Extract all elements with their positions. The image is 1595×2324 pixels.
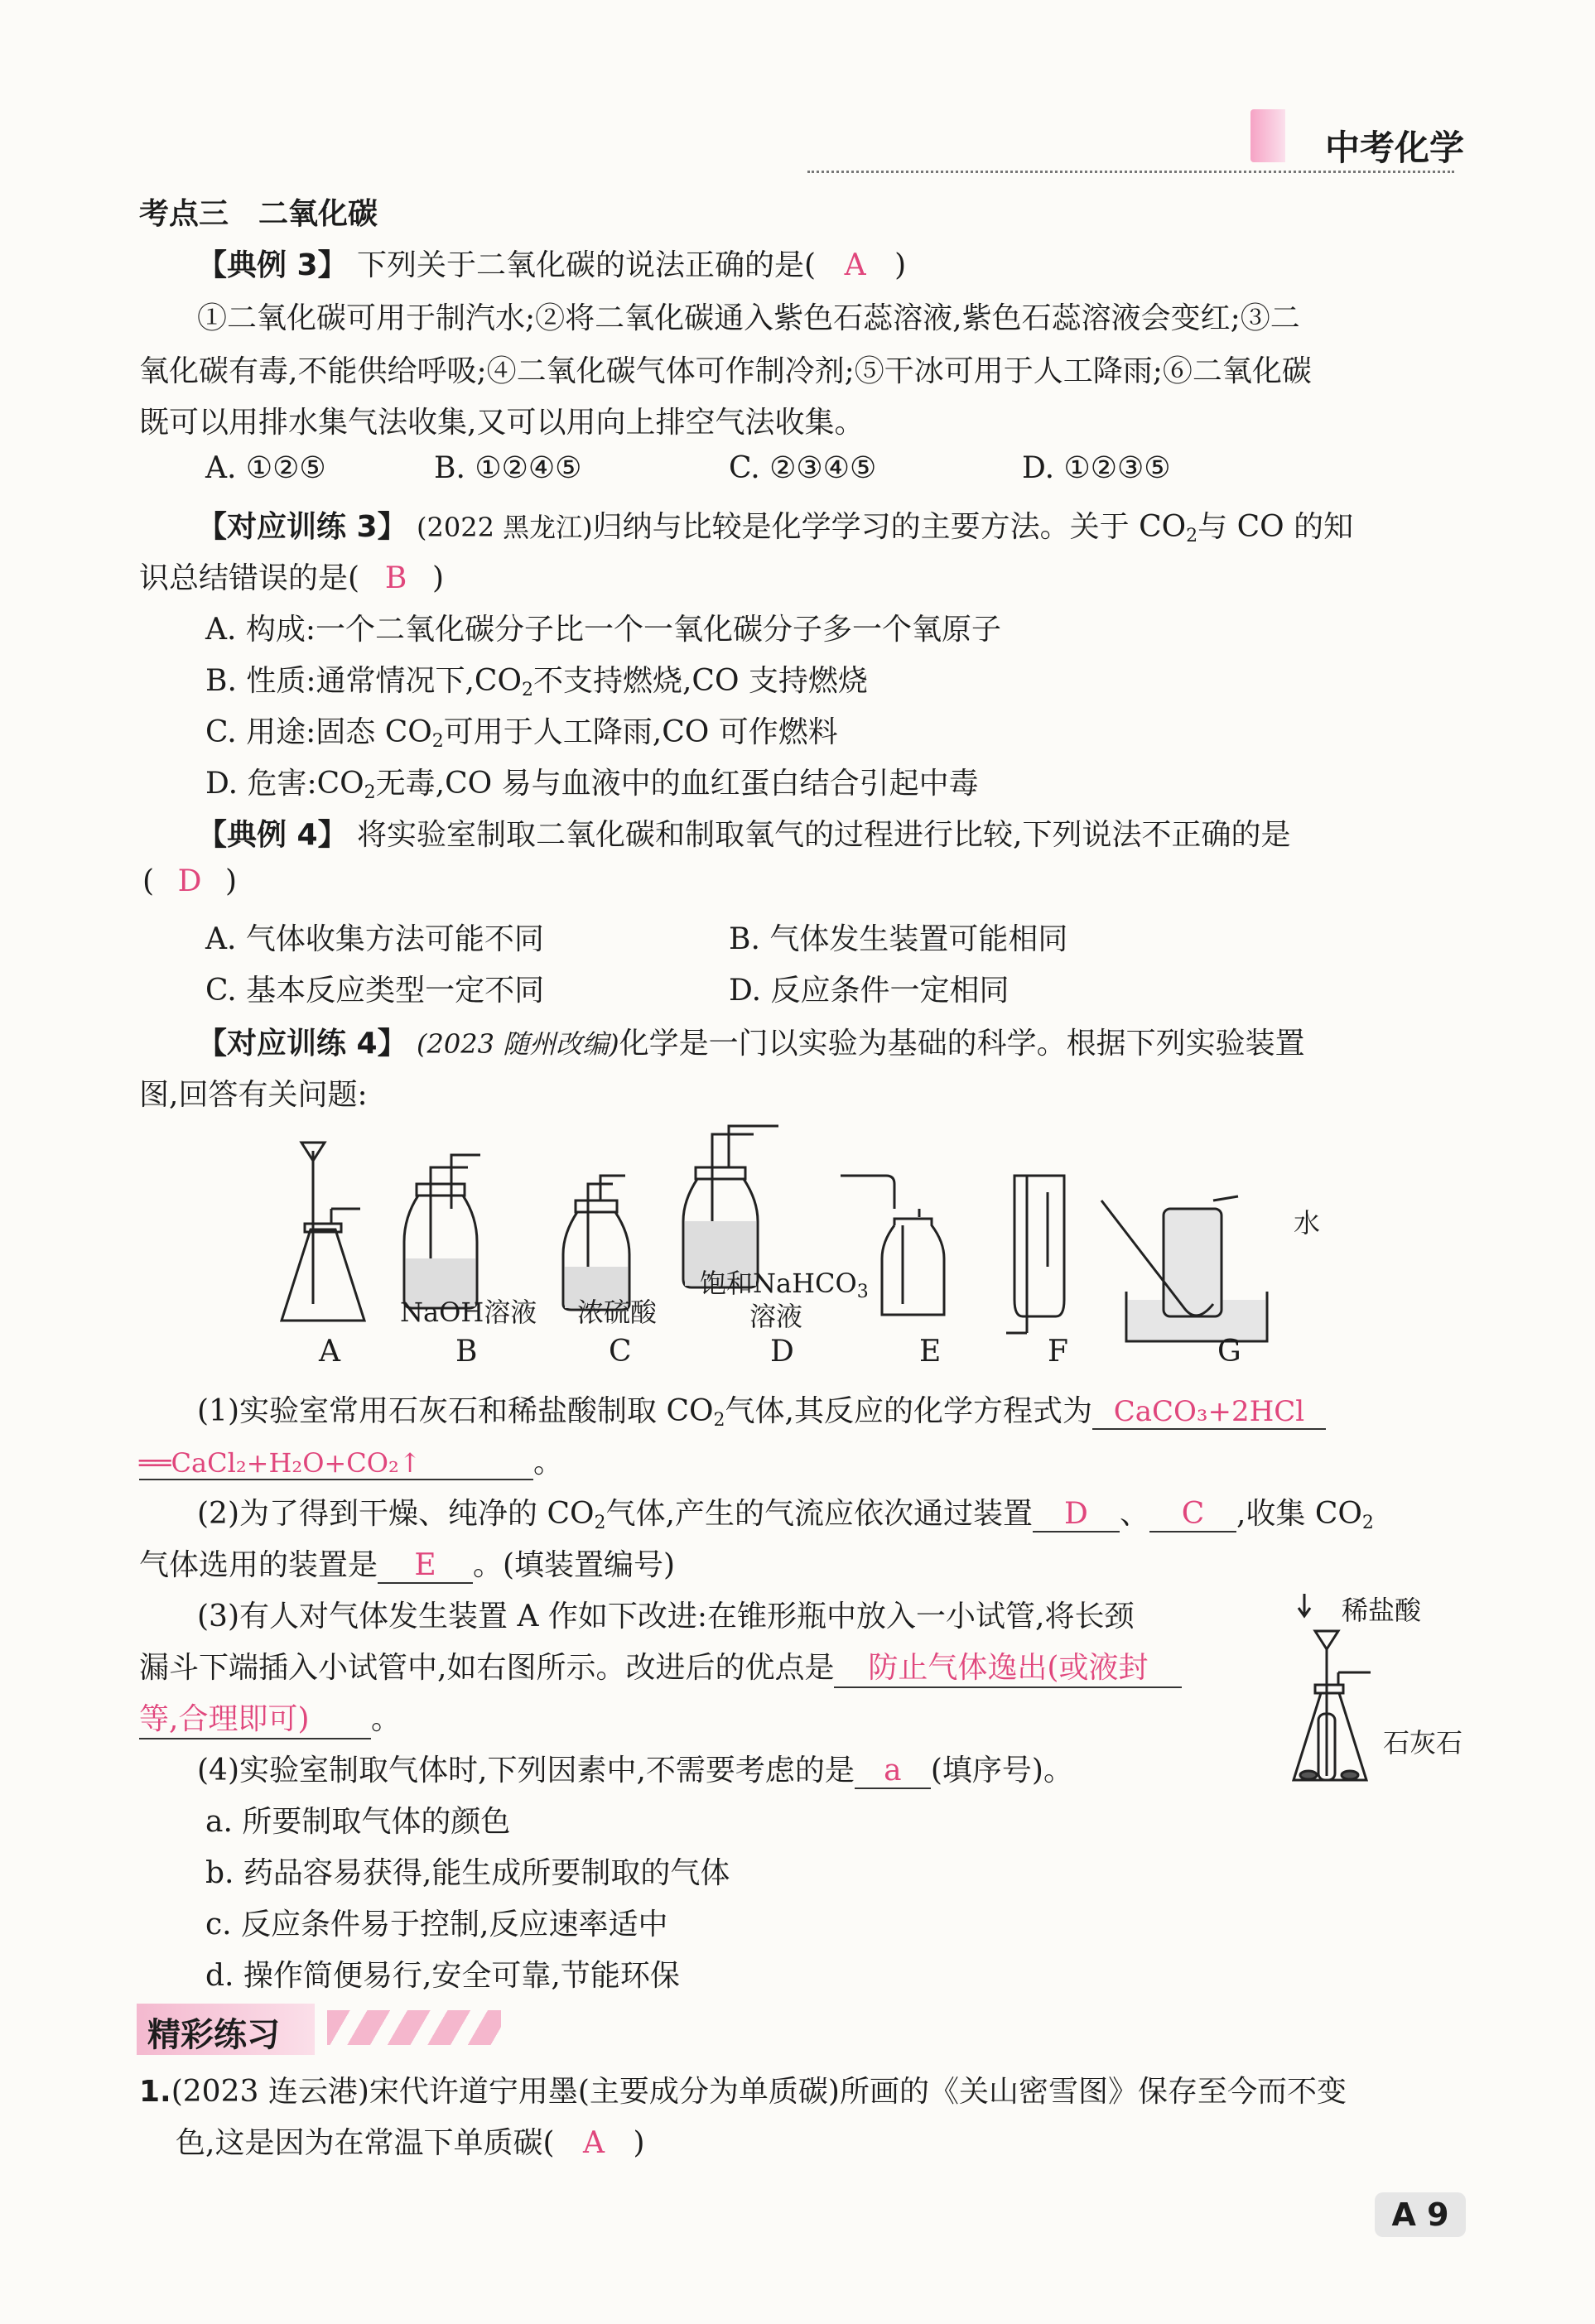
figure-label-b: B bbox=[455, 1335, 478, 1369]
q3-answer-part-1: 防止气体逸出(或液封 bbox=[834, 1644, 1182, 1688]
example-4-option-d: D. 反应条件一定相同 bbox=[729, 974, 1010, 1008]
paren-open: ( bbox=[142, 864, 155, 898]
subscript: 3 bbox=[856, 1282, 869, 1302]
reagent-solution: 溶液 bbox=[749, 1301, 803, 1332]
question-2-line-2 bbox=[139, 1542, 675, 1584]
example-4-tag: 【典例 4】 bbox=[197, 818, 348, 852]
reagent-text: 饱和NaHCO bbox=[700, 1268, 857, 1299]
training-3-question: 归纳与比较是化学学习的主要方法。关于 CO bbox=[592, 510, 1187, 544]
apparatus-c bbox=[563, 1176, 629, 1310]
punctuation: 、 bbox=[1119, 1497, 1149, 1531]
apparatus-a bbox=[282, 1143, 364, 1321]
paren-close: ) bbox=[432, 561, 445, 595]
subscript: 2 bbox=[1186, 526, 1198, 546]
figure-label-c: C bbox=[609, 1335, 632, 1369]
figure-label-d: D bbox=[770, 1335, 794, 1369]
figure-label-a: A bbox=[319, 1335, 340, 1369]
example-4-question: 将实验室制取二氧化碳和制取氧气的过程进行比较,下列说法不正确的是 bbox=[357, 818, 1291, 852]
header-divider bbox=[807, 171, 1454, 173]
question-text: 气体选用的装置是 bbox=[139, 1548, 378, 1582]
example-3-option-d: D. ①②③⑤ bbox=[1022, 451, 1171, 485]
example-3-option-a: A. ①②⑤ bbox=[205, 451, 326, 485]
question-text: 气体,产生的气流应依次通过装置 bbox=[605, 1497, 1033, 1531]
reagent-naoh: NaOH溶液 bbox=[400, 1297, 537, 1328]
question-text: 气体,其反应的化学方程式为 bbox=[725, 1394, 1092, 1428]
page-number: A 9 bbox=[1375, 2192, 1466, 2237]
training-3-source: (2022 黑龙江) bbox=[417, 512, 593, 543]
training-4-tag: 【对应训练 4】 bbox=[197, 1027, 407, 1061]
training-3-stem bbox=[197, 503, 1353, 546]
training-3-option-d bbox=[205, 760, 979, 803]
example-4-option-b: B. 气体发生装置可能相同 bbox=[729, 922, 1068, 956]
option-text: D. 危害:CO bbox=[205, 767, 364, 801]
paren-close: ) bbox=[894, 248, 907, 282]
question-4-option-c: c. 反应条件易于控制,反应速率适中 bbox=[205, 1908, 668, 1941]
option-text: C. 用途:固态 CO bbox=[205, 715, 432, 749]
question-text: (填序号)。 bbox=[930, 1754, 1073, 1788]
example-4-stem bbox=[197, 811, 1291, 854]
question-3-line-2 bbox=[139, 1644, 1182, 1688]
water-label: 水 bbox=[1294, 1207, 1321, 1239]
q4-answer: a bbox=[855, 1754, 931, 1789]
figure-label-e: E bbox=[919, 1335, 942, 1369]
section-title: 考点三 二氧化碳 bbox=[139, 197, 378, 231]
q2-answer-2: C bbox=[1149, 1497, 1236, 1532]
header-book-icon bbox=[1250, 109, 1285, 162]
example-4-answer-line bbox=[142, 864, 237, 898]
training-3-option-b bbox=[205, 657, 868, 700]
punctuation: 。 bbox=[371, 1702, 402, 1736]
apparatus-g bbox=[1101, 1196, 1267, 1341]
practice-question-1-line-2 bbox=[176, 2120, 645, 2162]
practice-banner-title: 精彩练习 bbox=[147, 2016, 280, 2054]
training-3-answer: B bbox=[384, 561, 407, 595]
question-4-option-a: a. 所要制取气体的颜色 bbox=[205, 1805, 511, 1839]
question-text: 。(填装置编号) bbox=[473, 1548, 676, 1582]
q1-answer-part-2: ══CaCl₂+H₂O+CO₂↑ bbox=[139, 1447, 533, 1480]
question-text: (4)实验室制取气体时,下列因素中,不需要考虑的是 bbox=[197, 1754, 855, 1788]
header-title: 中考化学 bbox=[1325, 128, 1465, 168]
training-3-question-2: 识总结错误的是( bbox=[139, 561, 360, 595]
q2-answer-3: E bbox=[378, 1548, 473, 1584]
question-text: 漏斗下端插入小试管中,如右图所示。改进后的优点是 bbox=[139, 1651, 835, 1685]
training-3-option-a: A. 构成:一个二氧化碳分子比一个一氧化碳分子多一个氧原子 bbox=[205, 613, 1002, 647]
example-3-line-1: ①二氧化碳可用于制汽水;②将二氧化碳通入紫色石蕊溶液,紫色石蕊溶液会变红;③二 bbox=[197, 301, 1300, 335]
example-3-tag: 【典例 3】 bbox=[197, 248, 348, 282]
question-text: (1)实验室常用石灰石和稀盐酸制取 CO bbox=[197, 1394, 714, 1428]
example-3-question: 下列关于二氧化碳的说法正确的是( bbox=[357, 248, 817, 282]
question-3-line-3 bbox=[139, 1696, 401, 1739]
example-3-line-2: 氧化碳有毒,不能供给呼吸;④二氧化碳气体可作制冷剂;⑤干冰可用于人工降雨;⑥二氧化碳 bbox=[139, 354, 1312, 388]
question-text: (2023 连云港)宋代许道宁用墨(主要成分为单质碳)所画的《关山密雪图》保存至今而不变 bbox=[171, 2075, 1347, 2109]
practice-1-answer: A bbox=[583, 2126, 605, 2160]
question-3-line-1: (3)有人对气体发生装置 A 作如下改进:在锥形瓶中放入一小试管,将长颈 bbox=[197, 1600, 1135, 1634]
banner-decoration bbox=[327, 2010, 501, 2045]
example-4-option-c: C. 基本反应类型一定不同 bbox=[205, 974, 545, 1008]
training-3-tag: 【对应训练 3】 bbox=[197, 510, 407, 544]
question-4 bbox=[197, 1747, 1073, 1789]
practice-question-1 bbox=[139, 2068, 1347, 2110]
question-text: 色,这是因为在常温下单质碳( bbox=[176, 2126, 555, 2160]
question-4-option-d: d. 操作简便易行,安全可靠,节能环保 bbox=[205, 1959, 680, 1993]
option-text: 无毒,CO 易与血液中的血红蛋白结合引起中毒 bbox=[375, 767, 979, 801]
apparatus-b bbox=[404, 1155, 480, 1308]
q2-answer-1: D bbox=[1033, 1497, 1120, 1532]
reagent-sulfuric-acid: 浓硫酸 bbox=[577, 1297, 658, 1328]
question-number: 1. bbox=[139, 2075, 171, 2109]
question-text: ,收集 CO bbox=[1236, 1497, 1362, 1531]
question-4-option-b: b. 药品容易获得,能生成所要制取的气体 bbox=[205, 1856, 730, 1890]
option-text: B. 性质:通常情况下,CO bbox=[205, 664, 522, 698]
subscript: 2 bbox=[431, 731, 444, 752]
question-text: (2)为了得到干燥、纯净的 CO bbox=[197, 1497, 595, 1531]
figure-label-f: F bbox=[1048, 1335, 1068, 1369]
example-3-option-c: C. ②③④⑤ bbox=[729, 451, 877, 485]
example-3-stem bbox=[197, 242, 906, 284]
paren-close: ) bbox=[225, 864, 238, 898]
training-4-stem-line-2: 图,回答有关问题: bbox=[139, 1078, 368, 1112]
apparatus-f bbox=[1006, 1176, 1064, 1333]
subscript: 2 bbox=[594, 1513, 606, 1533]
limestone-label: 石灰石 bbox=[1383, 1727, 1463, 1759]
example-4-option-a: A. 气体收集方法可能不同 bbox=[205, 922, 544, 956]
subscript: 2 bbox=[713, 1410, 725, 1431]
example-3-option-b: B. ①②④⑤ bbox=[434, 451, 582, 485]
figure-label-g: G bbox=[1217, 1335, 1241, 1369]
dilute-hcl-label: 稀盐酸 bbox=[1342, 1595, 1422, 1626]
training-3-question-b: 与 CO 的知 bbox=[1197, 510, 1354, 544]
q3-answer-part-2: 等,合理即可) bbox=[139, 1696, 371, 1739]
q1-answer-part-1: CaCO₃+2HCl bbox=[1092, 1395, 1326, 1430]
example-4-answer: D bbox=[177, 864, 202, 898]
training-4-question: 化学是一门以实验为基础的科学。根据下列实验装置 bbox=[619, 1027, 1305, 1061]
question-1-line-2 bbox=[139, 1439, 563, 1481]
option-text: 可用于人工降雨,CO 可作燃料 bbox=[443, 715, 838, 749]
training-4-source: (2023 随州改编) bbox=[417, 1028, 619, 1060]
subscript: 2 bbox=[1361, 1513, 1374, 1533]
training-3-stem-line-2 bbox=[139, 555, 444, 597]
example-3-line-3: 既可以用排水集气法收集,又可以用向上排空气法收集。 bbox=[139, 406, 865, 440]
punctuation: 。 bbox=[533, 1446, 564, 1480]
option-text: 不支持燃烧,CO 支持燃烧 bbox=[532, 664, 868, 698]
question-2 bbox=[197, 1490, 1374, 1533]
question-1 bbox=[197, 1388, 1326, 1431]
training-3-option-c bbox=[205, 709, 838, 752]
paren-close: ) bbox=[633, 2126, 645, 2160]
training-4-stem bbox=[197, 1020, 1305, 1062]
example-3-answer: A bbox=[844, 248, 866, 282]
subscript: 2 bbox=[364, 782, 376, 803]
subscript: 2 bbox=[521, 680, 533, 700]
